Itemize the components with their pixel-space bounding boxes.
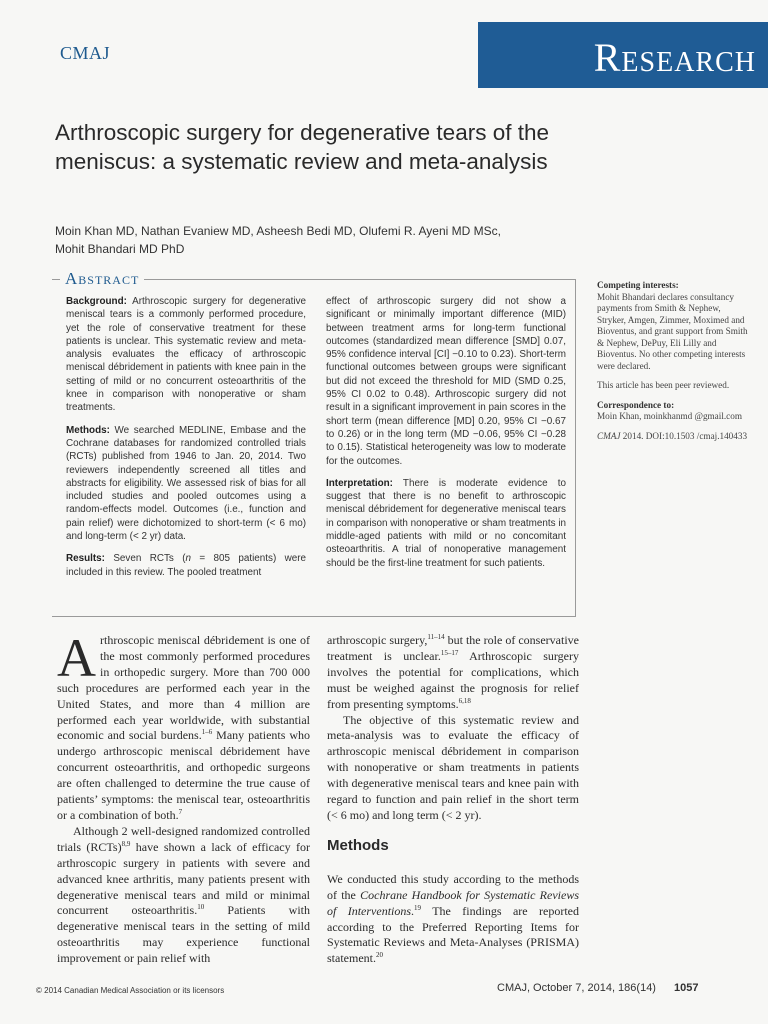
abstract-interpretation: Interpretation: There is moderate evidence to suggest that there is no benefit to arthroscopic meniscal débridement for degenerative meniscal tears in comparison with nonoperative or sham treatments in middle-aged patients with mild or no concomitant osteoarthritis. A trial of nonoperative management should be the first-line treatment for such patients. bbox=[326, 477, 566, 569]
copyright-notice: © 2014 Canadian Medical Association or its licensors bbox=[36, 986, 225, 995]
abstract-label: Abstract bbox=[60, 270, 144, 288]
intro-paragraph-2: Although 2 well-designed randomized controlled trials (RCTs)$^{8,9}$ have shown a lack of efficacy for arthroscopic surgery in patients with severe and advanced knee arthritis, many patients present with degenerative meniscal tears and mild or minimal concurrent osteoarthritis.$^{10}$ Patients with degenerative meniscal tears in the setting of mild osteoarthritis may experience functional improvement or pain relief with bbox=[57, 823, 311, 966]
author-list bbox=[55, 222, 615, 258]
section-label: Research bbox=[593, 35, 756, 80]
footer-citation: CMAJ, October 7, 2014, 186(14) 1057 bbox=[497, 982, 699, 994]
peer-review-note: This article has been peer reviewed. bbox=[597, 380, 730, 390]
journal-name: CMAJ bbox=[60, 43, 111, 63]
sidebar-notes bbox=[597, 280, 749, 450]
abstract-background: Background: Arthroscopic surgery for degenerative meniscal tears is a commonly performed procedure, yet the role of conservative treatment for these patients is unclear. This systematic review and meta-analysis evaluates the efficacy of arthroscopic meniscal débridement in patients with knee pain in the setting of mild or no concurrent osteoarthritis of the knee in comparison with nonoperative or sham treatments. bbox=[66, 296, 306, 414]
abstract-methods: Methods: We searched MEDLINE, Embase and the Cochrane databases for randomized controlled trials (RCTs) published from 1946 to Jan. 20, 2014. Two reviewers independently screened all titles and abstracts for eligibility. We assessed risk of bias for all included studies and pooled outcomes using a random-effects model. Outcomes (i.e., function and pain relief) were dichotomized to short-term (< 6 mo) and long-term (< 2 yr) data. bbox=[66, 424, 307, 543]
article-title: Arthroscopic surgery for degenerative tears of the meniscus: a systematic review and meta-analysis bbox=[55, 120, 550, 174]
drop-cap: A bbox=[57, 628, 96, 688]
correspondence: Correspondence to: Moin Khan, moinkhanmd @gmail.com bbox=[597, 399, 742, 421]
competing-interests: Competing interests: Mohit Bhandari declares consultancy payments from Smith & Nephew, Stryker, Amgen, Zimmer, Moximed and Bioventus, and grant support from Smith & Nephew, DePuy, Eli Lilly and Bioventus. No other competing interests were declared. bbox=[597, 280, 748, 371]
page-number: 1057 bbox=[673, 982, 699, 994]
abstract-results: Results: Seven RCTs (n = 805 patients) were included in this review. The pooled treatment bbox=[66, 553, 307, 578]
author-line-2: Mohit Bhandari MD PhD bbox=[55, 242, 185, 256]
intro-paragraph-3: arthroscopic surgery,$^{11-14}$ but the role of conservative treatment is unclear.$^{15-17}$ Arthroscopic surgery involves the potential for complications, which must be weighed against the prognosis for relief from presenting symptoms.$^{6,18}$ bbox=[327, 633, 579, 711]
methods-heading: Methods bbox=[327, 836, 389, 854]
abstract-column-left bbox=[66, 295, 306, 588]
author-line-1: Moin Khan MD, Nathan Evaniew MD, Asheesh Bedi MD, Olufemi R. Ayeni MD MSc, bbox=[55, 224, 501, 238]
abstract-column-right bbox=[326, 295, 566, 579]
body-column-right bbox=[327, 633, 579, 967]
methods-paragraph-1: We conducted this study according to the methods of the Cochrane Handbook for Systematic Reviews of Interventions.$^{19}$ The findings are reported according to the Preferred Reporting Items for Systematic Reviews and Meta-Analyses (PRISMA) statement.$^{20}$ bbox=[327, 871, 579, 966]
body-column-left bbox=[57, 628, 311, 967]
intro-paragraph-1: Arthroscopic meniscal débridement is one of the most commonly performed procedures in orthopedic surgery. More than 700 000 such procedures are performed each year in the United States, and more than 4 million are performed each year worldwide, with substantial economic and social burdens.$^{1-6}$ Many patients who undergo arthroscopic meniscal débridement have concurrent osteoarthritis, and orthopedic surgeons are often challenged to determine the true cause of patients’ symptoms: the meniscal tear, osteoarthritis or a combination of both.$^7$ bbox=[57, 628, 310, 822]
section-banner bbox=[478, 22, 768, 88]
intro-paragraph-4: The objective of this systematic review and meta-analysis was to evaluate the efficacy of arthroscopic meniscal débridement in comparison with nonoperative or sham treatments in patients with degenerative meniscal tears and knee pain with regard to function and pain relief in the short term (< 6 mo) and long term (< 2 yr). bbox=[327, 712, 579, 822]
abstract-results-continued: effect of arthroscopic surgery did not show a significant or minimally important difference (MID) between treatment arms for long-term functional outcomes (standardized mean difference [SMD] 0.07, 95% confidence interval [CI] −0.10 to 0.23). Short-term functional outcomes between groups were significant but did not exceed the threshold for MID (SMD 0.25, 95% CI 0.02 to 0.48). Arthroscopic surgery did not result in a significant improvement in pain scores in the short term (mean difference [MD] 0.20, 95% CI −0.67 to 0.26) or in the long term (MD −0.06, 95% CI −0.28 to 0.15). Statistical heterogeneity was low to moderate for the outcomes. bbox=[326, 296, 566, 467]
citation-doi: CMAJ 2014. DOI:10.1503 /cmaj.140433 bbox=[597, 430, 748, 441]
